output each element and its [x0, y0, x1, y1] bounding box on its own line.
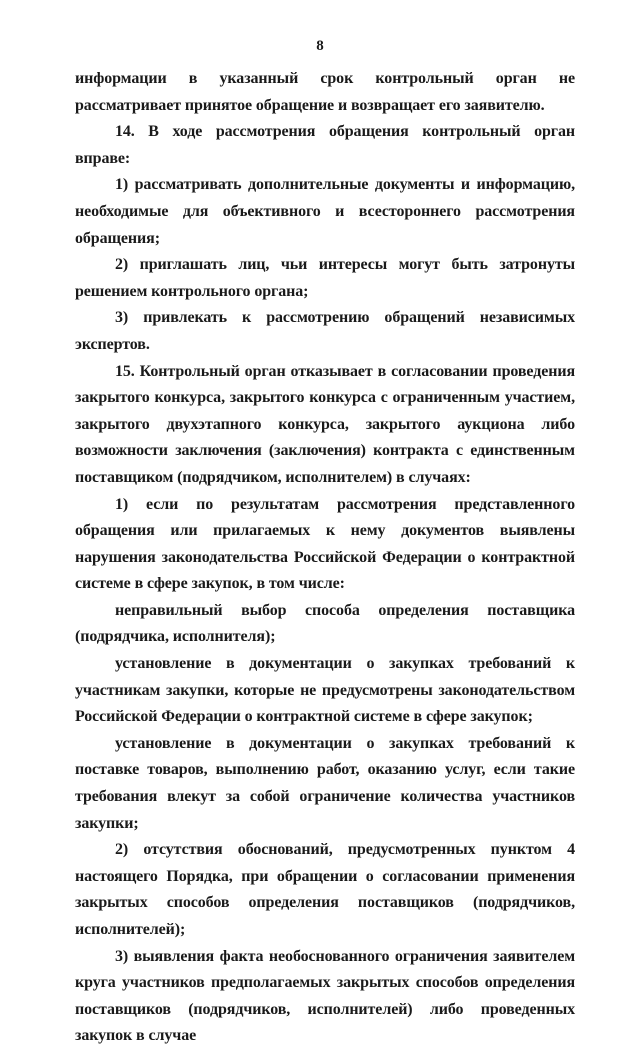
paragraph-15-sub-1: 1) если по результатам рассмотрения представленного обращения или прилагаемых к нему документов выявлены нарушения законодательства Российской Федерации о контрактной системе в сфере закупок, в том числе: — [75, 495, 575, 593]
paragraph-item-14: 14. В ходе рассмотрения обращения контрольный орган вправе: — [75, 123, 575, 167]
page-number: 8 — [316, 38, 324, 54]
paragraph-15-sub-1-case-c: установление в документации о закупках требований к поставке товаров, выполнению работ, оказанию услуг, если такие требования влекут за собой ограничение количества участников закупки; — [75, 734, 575, 832]
paragraph-14-sub-3: 3) привлекать к рассмотрению обращений независимых экспертов. — [75, 309, 575, 353]
paragraph-15-sub-3: 3) выявления факта необоснованного ограничения заявителем круга участников предполагаемых закрытых способов определения поставщиков (подрядчиков, исполнителей) либо проведенных закупок в случае — [75, 947, 575, 1045]
document-body — [75, 66, 575, 1050]
paragraph-15-sub-2: 2) отсутствия обоснований, предусмотренных пунктом 4 настоящего Порядка, при обращении о согласовании применения закрытых способов определения поставщиков (подрядчиков, исполнителей); — [75, 841, 575, 938]
paragraph-15-sub-1-case-a: неправильный выбор способа определения поставщика (подрядчика, исполнителя); — [75, 601, 575, 646]
paragraph-15-sub-1-case-b: установление в документации о закупках требований к участникам закупки, которые не предусмотрены законодательством Российской Федерации о контрактной системе в сфере закупок; — [75, 655, 575, 726]
paragraph-item-15: 15. Контрольный орган отказывает в согласовании проведения закрытого конкурса, закрытого конкурса с ограниченным участием, закрытого двухэтапного конкурса, закрытого аукциона либо возможности заключения (заключения) контракта с единственным поставщиком (подрядчиком, исполнителем) в случаях: — [75, 362, 575, 486]
paragraph-continuation: информации в указанный срок контрольный орган не рассматривает принятое обращение и возвращает его заявителю. — [75, 70, 575, 114]
paragraph-14-sub-1: 1) рассматривать дополнительные документы и информацию, необходимые для объективного и всестороннего рассмотрения обращения; — [75, 176, 575, 247]
paragraph-14-sub-2: 2) приглашать лиц, чьи интересы могут быть затронуты решением контрольного органа; — [75, 256, 575, 300]
